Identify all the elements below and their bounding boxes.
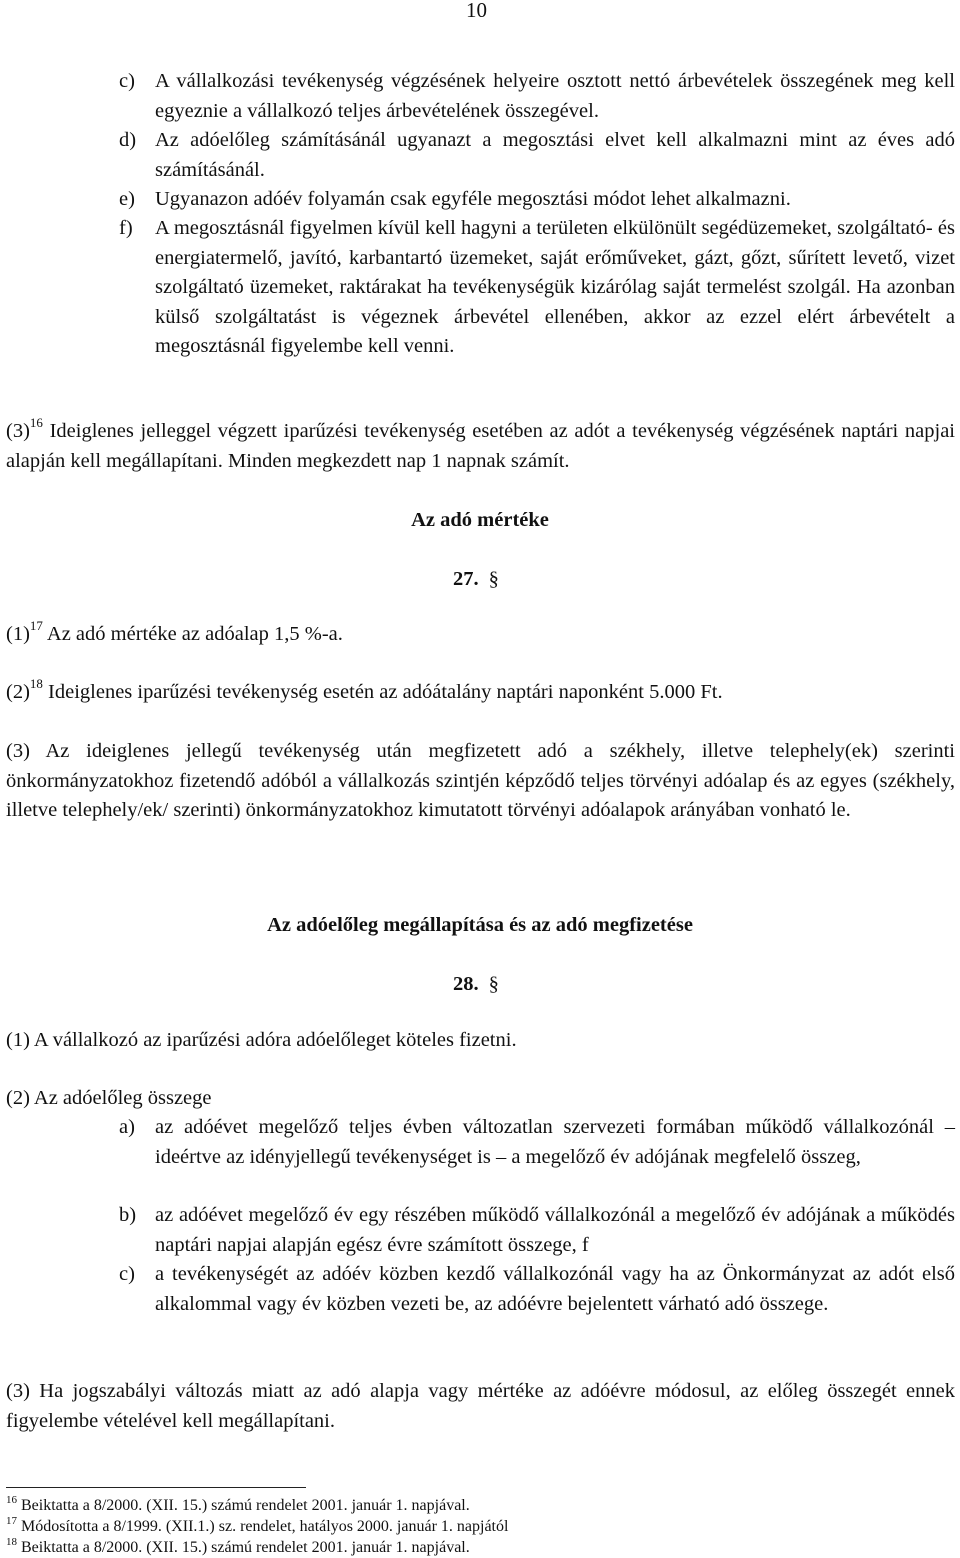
list-item-label: d) <box>119 129 137 151</box>
list-item-label: e) <box>119 188 135 210</box>
heading-advance-payment: Az adóelőleg megállapítása és az adó megfizetése <box>267 914 693 936</box>
list-item-label: a) <box>119 1116 135 1138</box>
footnote-text: Beiktatta a 8/2000. (XII. 15.) számú rendelet 2001. január 1. napjával. <box>21 1539 470 1556</box>
list-item-text: a tevékenységét az adóév közben kezdő vállalkozónál vagy ha az Önkormányzat az adót első alkalommal vagy év közben vezeti be, az adóévre bejelentett várható adó összege. <box>155 1263 955 1315</box>
advance-paragraph-2: (2) Az adóelőleg összege <box>6 1087 212 1109</box>
paragraph-number: (2) <box>6 681 30 703</box>
list-item-text: A megosztásnál figyelmen kívül kell hagyni a területen elkülönült segédüzemeket, szolgáltató- és energiatermelő, javító, karbantartó üzemeket, saját erőműveket, gázt, gőzt, sűrített levető, vizet szolgáltató üzemeket, raktárakat ha tevékenységük kizárólag saját termelést szolgál. Ha azonban külső szolgáltatást is végeznek árbevétel ellenében, akkor az ezzel elért árbevételt a megosztásnál figyelembe kell venni. <box>155 217 955 357</box>
paragraph-temporary-activity <box>6 417 955 476</box>
footnote-ref: 18 <box>29 676 43 692</box>
section-28 <box>453 970 499 1000</box>
list-item-d <box>119 126 955 185</box>
paragraph-text: Az adó mértéke az adóalap 1,5 %-a. <box>46 623 343 645</box>
advance-item-c <box>119 1260 955 1319</box>
advance-paragraph-3: (3) Ha jogszabályi változás miatt az adó alapja vagy mértéke az adóévre módosul, az előleg összegét ennek figyelembe vételével kell megállapítani. <box>6 1380 955 1432</box>
section-27 <box>453 565 499 595</box>
heading-tax-rate: Az adó mértéke <box>411 509 549 531</box>
footnote-text: Beiktatta a 8/2000. (XII. 15.) számú rendelet 2001. január 1. napjával. <box>21 1497 470 1514</box>
footnote-divider <box>6 1487 306 1488</box>
list-item-f <box>119 214 955 362</box>
list-item-c <box>119 67 955 126</box>
advance-item-b <box>119 1201 955 1260</box>
list-item-e <box>119 185 955 215</box>
rate-paragraph-2 <box>6 678 723 708</box>
paragraph-text: Ideiglenes jelleggel végzett iparűzési tevékenység esetében az adót a tevékenység végzésének naptári napjai alapján kell megállapítani. Minden megkezdett nap 1 napnak számít. <box>6 420 956 472</box>
list-item-text: az adóévet megelőző év egy részében működő vállalkozónál a megelőző év adójának a működés naptári napjai alapján egész évre számított összege, f <box>155 1204 955 1256</box>
page-number: 10 <box>466 0 487 22</box>
footnote-number: 16 <box>6 1493 17 1506</box>
advance-item-a <box>119 1113 955 1172</box>
footnote-18 <box>6 1535 470 1558</box>
section-number: 28. <box>453 973 479 995</box>
footnote-number: 17 <box>6 1514 17 1527</box>
footnote-16 <box>6 1493 470 1516</box>
paragraph-text: Ideiglenes iparűzési tevékenység esetén az adóátalány naptári naponként 5.000 Ft. <box>48 681 723 703</box>
section-mark: § <box>488 973 499 995</box>
list-item-text: A vállalkozási tevékenység végzésének helyeire osztott nettó árbevételek összegének meg kell egyeznie a vállalkozó teljes árbevételének összegével. <box>155 70 955 122</box>
list-item-label: f) <box>119 217 133 239</box>
list-item-label: c) <box>119 1263 135 1285</box>
footnote-text: Módosította a 8/1999. (XII.1.) sz. rendelet, hatályos 2000. január 1. napjától <box>21 1518 509 1535</box>
section-mark: § <box>488 568 499 590</box>
section-number: 27. <box>453 568 479 590</box>
footnote-ref: 16 <box>29 415 43 431</box>
paragraph-number: (1) <box>6 623 30 645</box>
list-item-text: az adóévet megelőző teljes évben változatlan szervezeti formában működő vállalkozónál – ideértve az idényjellegű tevékenységet is – a megelőző év adójának megfelelő összeg, <box>155 1116 955 1168</box>
footnote-17 <box>6 1514 509 1537</box>
list-item-label: c) <box>119 70 135 92</box>
paragraph-number: (3) <box>6 420 30 442</box>
list-item-text: Ugyanazon adóév folyamán csak egyféle megosztási módot lehet alkalmazni. <box>155 188 791 210</box>
advance-paragraph-1: (1) A vállalkozó az iparűzési adóra adóelőleget köteles fizetni. <box>6 1029 517 1051</box>
list-item-text: Az adóelőleg számításánál ugyanazt a megosztási elvet kell alkalmazni mint az éves adó számításánál. <box>155 129 955 181</box>
rate-paragraph-1 <box>6 620 343 650</box>
rate-paragraph-3: (3) Az ideiglenes jellegű tevékenység után megfizetett adó a székhely, illetve telephely(ek) szerinti önkormányzatokhoz fizetendő adóból a vállalkozás szintjén képződő teljes törvényi adóalap és az egyes (székhely, illetve telephely/ek/ szerinti) önkormányzatokhoz kimutatott törvényi adóalapok arányában vonható le. <box>6 740 955 821</box>
list-item-label: b) <box>119 1204 137 1226</box>
footnote-ref: 17 <box>29 618 43 634</box>
footnote-number: 18 <box>6 1535 17 1548</box>
